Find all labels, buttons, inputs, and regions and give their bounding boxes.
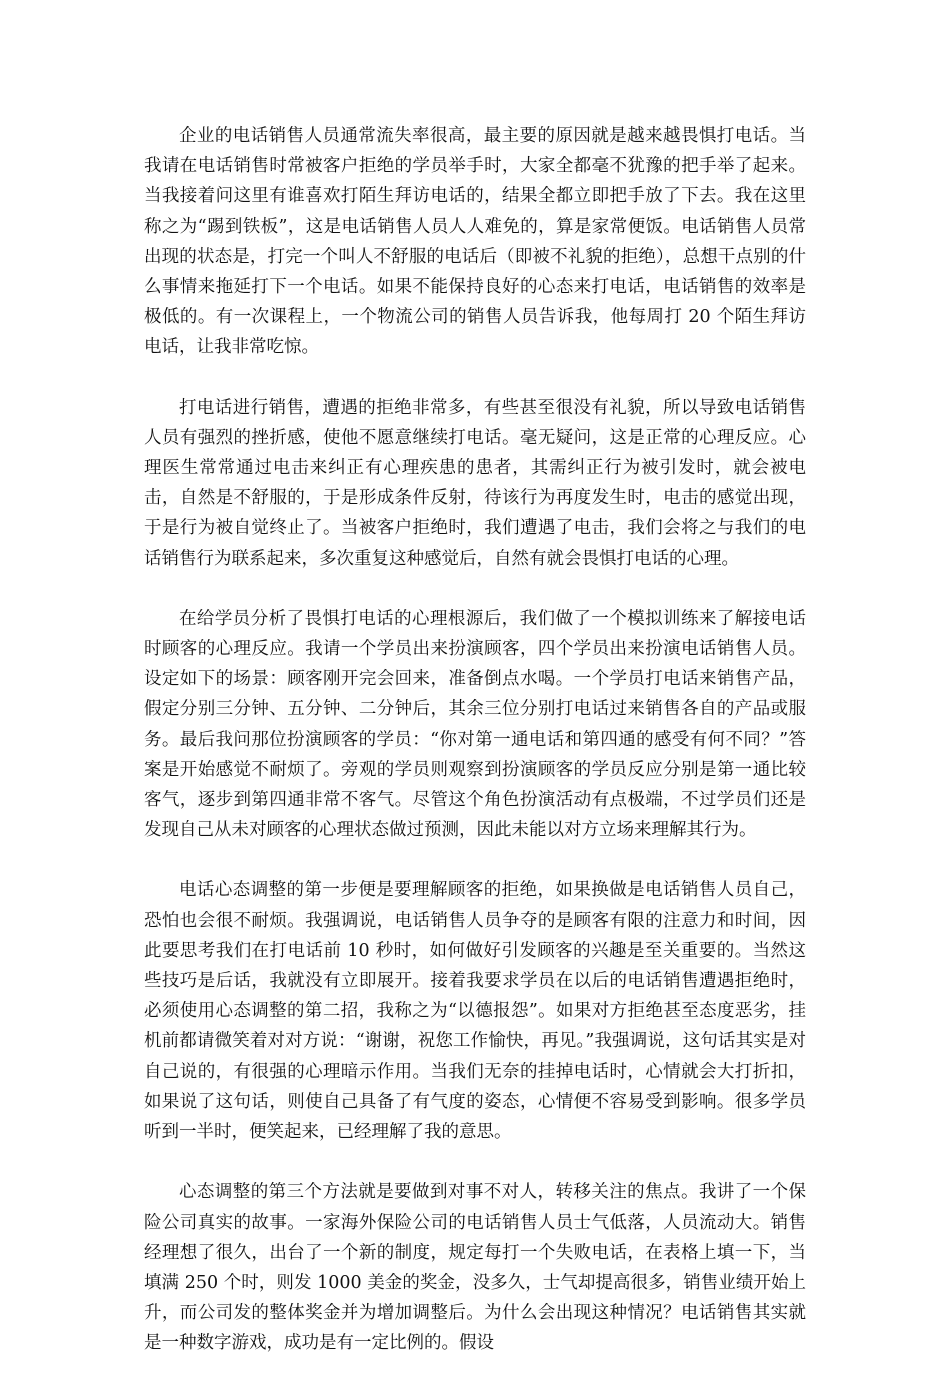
paragraph-1: 企业的电话销售人员通常流失率很高，最主要的原因就是越来越畏惧打电话。当我请在电话销售时常被客户拒绝的学员举手时，大家全都毫不犹豫的把手举了起来。当我接着问这里有谁喜欢打陌生拜访电话的，结果全都立即把手放了下去。我在这里称之为“踢到铁板”，这是电话销售人员人人难免的，算是家常便饭。电话销售人员常出现的状态是，打完一个叫人不舒服的电话后（即被不礼貌的拒绝），总想干点别的什么事情来拖延打下一个电话。如果不能保持良好的心态来打电话，电话销售的效率是极低的。有一次课程上，一个物流公司的销售人员告诉我，他每周打 20 个陌生拜访电话，让我非常吃惊。 — [144, 126, 806, 358]
paragraph-4: 电话心态调整的第一步便是要理解顾客的拒绝，如果换做是电话销售人员自己，恐怕也会很不耐烦。我强调说，电话销售人员争夺的是顾客有限的注意力和时间，因此要思考我们在打电话前 10 秒时，如何做好引发顾客的兴趣是至关重要的。当然这些技巧是后话，我就没有立即展开。接着我要求学员在以后的电话销售遭遇拒绝时，必须使用心态调整的第二招，我称之为“以德报怨”。如果对方拒绝甚至态度恶劣，挂机前都请微笑着对对方说：“谢谢，祝您工作愉快，再见。”我强调说，这句话其实是对自己说的，有很强的心理暗示作用。当我们无奈的挂掉电话时，心情就会大打折扣，如果说了这句话，则使自己具备了有气度的姿态，心情便不容易受到影响。很多学员听到一半时，便笑起来，已经理解了我的意思。 — [144, 880, 806, 1143]
document-body — [144, 121, 806, 1389]
paragraph-3: 在给学员分析了畏惧打电话的心理根源后，我们做了一个模拟训练来了解接电话时顾客的心理反应。我请一个学员出来扮演顾客，四个学员出来扮演电话销售人员。设定如下的场景：顾客刚开完会回来，准备倒点水喝。一个学员打电话来销售产品，假定分别三分钟、五分钟、二分钟后，其余三位分别打电话过来销售各自的产品或服务。最后我问那位扮演顾客的学员：“你对第一通电话和第四通的感受有何不同？”答案是开始感觉不耐烦了。旁观的学员则观察到扮演顾客的学员反应分别是第一通比较客气，逐步到第四通非常不客气。尽管这个角色扮演活动有点极端，不过学员们还是发现自己从未对顾客的心理状态做过预测，因此未能以对方立场来理解其行为。 — [144, 608, 806, 841]
paragraph-2: 打电话进行销售，遭遇的拒绝非常多，有些甚至很没有礼貌，所以导致电话销售人员有强烈的挫折感，使他不愿意继续打电话。毫无疑问，这是正常的心理反应。心理医生常常通过电击来纠正有心理疾患的患者，其需纠正行为被引发时，就会被电击，自然是不舒服的，于是形成条件反射，待该行为再度发生时，电击的感觉出现，于是行为被自觉终止了。当被客户拒绝时，我们遭遇了电击，我们会将之与我们的电话销售行为联系起来，多次重复这种感觉后，自然有就会畏惧打电话的心理。 — [144, 397, 806, 569]
paragraph-5: 心态调整的第三个方法就是要做到对事不对人，转移关注的焦点。我讲了一个保险公司真实的故事。一家海外保险公司的电话销售人员士气低落，人员流动大。销售经理想了很久，出台了一个新的制度，规定每打一个失败电话，在表格上填一下，当填满 250 个时，则发 1000 美金的奖金，没多久，士气却提高很多，销售业绩开始上升，而公司发的整体奖金并为增加调整后。为什么会出现这种情况？电话销售其实就是一种数字游戏，成功是有一定比例的。假设 — [144, 1182, 806, 1354]
